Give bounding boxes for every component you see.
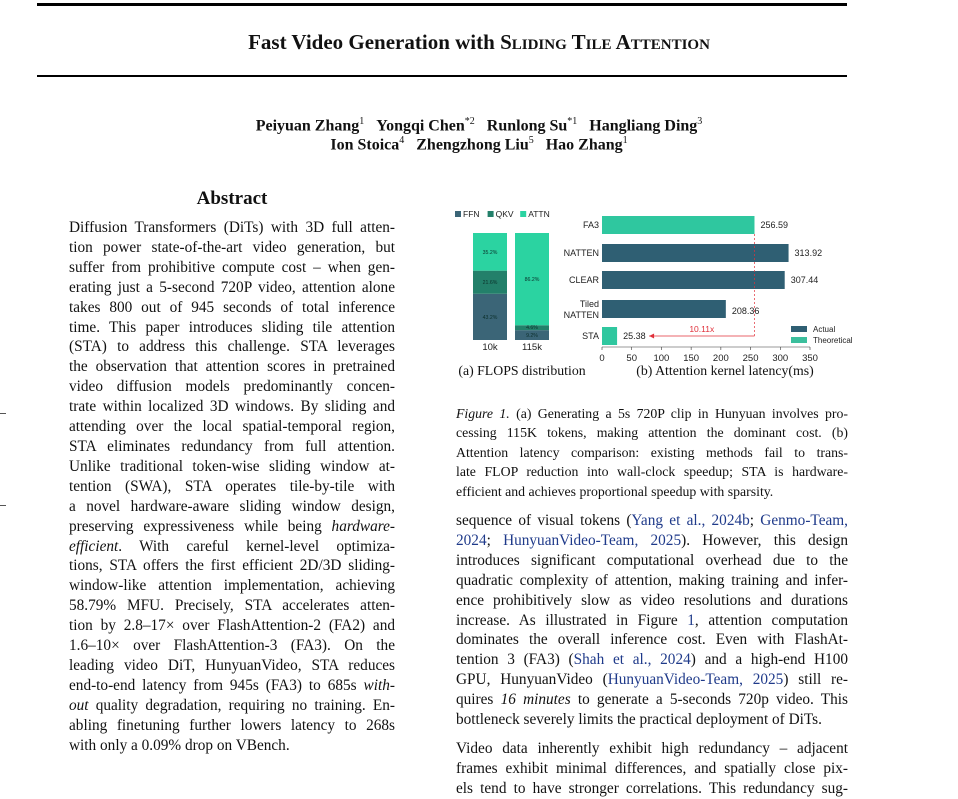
citation-link[interactable]: HunyuanVideo-Team, 2025 bbox=[607, 671, 784, 689]
text-line: with only a 0.09% drop on VBench. bbox=[69, 736, 290, 754]
text-line: 58.79% MFU. Precisely, STA accelerates atten- bbox=[69, 597, 395, 615]
text-line: Video data inherently exhibit high redundancy – adjacent bbox=[456, 740, 848, 757]
latency-bar-clear bbox=[602, 271, 785, 289]
citation-link[interactable]: HunyuanVideo-Team, 2025 bbox=[503, 531, 682, 549]
text-line: leading video DiT, HunyuanVideo, STA reduces bbox=[69, 656, 395, 674]
category-label: NATTEN bbox=[563, 310, 599, 320]
citation-link[interactable]: Genmo-Team, bbox=[760, 512, 848, 529]
text-line: 2024; HunyuanVideo-Team, 2025). However, this design bbox=[456, 531, 848, 549]
text-line: attending over the local spatial-temporal region, bbox=[69, 418, 395, 436]
text-line: video diffusion models predominantly concen- bbox=[69, 378, 395, 396]
text-line: Figure 1. (a) Generating a 5s 720P clip in Hunyuan involves pro- bbox=[456, 406, 848, 421]
text-line: a novel hardware-aware sliding window design, bbox=[69, 497, 395, 515]
legend-swatch-ffn bbox=[455, 211, 461, 217]
margin-mark bbox=[0, 505, 6, 506]
text-line: the observation that attention scores in pretrained bbox=[69, 358, 395, 376]
legend-label-attn: ATTN bbox=[528, 209, 550, 219]
text-line: GPU, HunyuanVideo (HunyuanVideo-Team, 2025) still re- bbox=[456, 671, 848, 689]
text-line: 1.6–10× over FlashAttention-3 (FA3). On the bbox=[69, 637, 395, 655]
x-tick-label: 300 bbox=[772, 353, 789, 364]
text-line: (STA) to address this challenge. STA leverages bbox=[69, 338, 395, 356]
category-label: STA bbox=[582, 331, 599, 341]
text-line: tention 3 (FA3) (Shah et al., 2024) and a high-end H100 bbox=[456, 651, 848, 669]
category-label: NATTEN bbox=[563, 248, 599, 258]
value-label: 313.92 bbox=[794, 248, 823, 258]
author-affiliation: 1 bbox=[359, 116, 365, 127]
legend-label-ffn: FFN bbox=[463, 209, 480, 219]
category-tick-label: 10k bbox=[482, 342, 498, 353]
x-tick-label: 100 bbox=[653, 353, 670, 364]
category-label: Tiled bbox=[579, 299, 599, 309]
text-line: efficient and achieves proportional speedup with sparsity. bbox=[456, 483, 774, 499]
figure-caption-b: (b) Attention kernel latency(ms) bbox=[636, 363, 814, 378]
citation-link[interactable]: 1 bbox=[687, 611, 695, 629]
text-line: window-like attention implementation, achieving bbox=[69, 577, 395, 595]
figure-caption bbox=[456, 404, 848, 501]
text-line: efficient. With careful kernel-level optimiza- bbox=[69, 537, 395, 555]
legend-swatch-theoretical bbox=[791, 337, 807, 343]
legend-swatch-attn bbox=[520, 211, 526, 217]
text-line: sequence of visual tokens (Yang et al., 2024b; Genmo-Team, bbox=[456, 512, 848, 529]
latency-bar-sta bbox=[602, 327, 617, 345]
citation-link[interactable]: Shah et al., 2024 bbox=[573, 651, 691, 669]
legend-label-qkv: QKV bbox=[495, 209, 514, 219]
data-label: 21.6% bbox=[482, 280, 498, 287]
latency-bar-fa3 bbox=[602, 216, 754, 234]
text-line: STA eliminates redundancy from full attention. bbox=[69, 437, 395, 455]
text-line: erating just a 5-second 720P video, attention alone bbox=[69, 278, 395, 296]
value-label: 307.44 bbox=[790, 275, 819, 285]
text-line: frames exhibit minimal differences, and spatially close pix- bbox=[456, 759, 848, 777]
value-label: 256.59 bbox=[760, 220, 789, 230]
latency-bar-natten bbox=[602, 244, 789, 262]
abstract-heading: Abstract bbox=[196, 188, 268, 209]
author-name: Hangliang Ding bbox=[589, 117, 698, 135]
value-label: 25.38 bbox=[623, 331, 646, 341]
author-line-2 bbox=[37, 135, 921, 154]
author-line-1 bbox=[37, 116, 921, 135]
author-affiliation: 4 bbox=[399, 135, 405, 146]
text-line: takes 800 out of 945 seconds of total inference bbox=[69, 298, 395, 316]
x-tick-label: 350 bbox=[802, 353, 818, 364]
text-line: introduces significant computational overhead due to the bbox=[456, 551, 848, 569]
text-line: out quality degradation, requiring no training. En- bbox=[69, 696, 395, 714]
author-affiliation: 5 bbox=[528, 135, 534, 146]
text-line: Diffusion Transformers (DiTs) with 3D full atten- bbox=[69, 219, 395, 236]
data-label: 9.2% bbox=[526, 333, 538, 340]
data-label: 4.6% bbox=[526, 325, 538, 332]
data-label: 35.2% bbox=[482, 249, 498, 256]
x-tick-label: 150 bbox=[683, 353, 700, 364]
legend-swatch-qkv bbox=[488, 211, 494, 217]
figure-1 bbox=[455, 206, 865, 381]
text-line: suffer from prohibitive compute cost – when gen- bbox=[69, 258, 395, 276]
category-tick-label: 115k bbox=[522, 342, 542, 353]
author-affiliation: 3 bbox=[697, 116, 703, 127]
title-rule bbox=[37, 75, 847, 77]
speedup-annotation: 10.11x bbox=[689, 324, 715, 334]
paper-title: Fast Video Generation with Sliding Tile Attention bbox=[248, 30, 710, 54]
text-line: tention (SWA), STA operates tile-by-tile with bbox=[69, 477, 395, 495]
category-label: FA3 bbox=[582, 220, 599, 230]
author-affiliation: 1 bbox=[622, 135, 628, 146]
body-paragraph-2 bbox=[456, 739, 848, 799]
author-name: Zhengzhong Liu bbox=[416, 136, 529, 154]
category-label: CLEAR bbox=[568, 275, 599, 285]
author-name: Hao Zhang bbox=[545, 136, 623, 154]
latency-bar-tiled-natten bbox=[602, 300, 726, 318]
text-line: dominates the overall inference cost. Even with FlashAt- bbox=[456, 631, 848, 649]
top-rule bbox=[37, 3, 847, 6]
value-label: 208.36 bbox=[731, 306, 760, 316]
text-line: els tend to have stronger correlations. This redundancy sug- bbox=[456, 779, 848, 797]
x-tick-label: 50 bbox=[626, 353, 638, 364]
text-line: increase. As illustrated in Figure 1, attention computation bbox=[456, 611, 849, 629]
x-tick-label: 250 bbox=[742, 353, 759, 364]
text-line: abling finetuning further lowers latency to 268s bbox=[69, 716, 395, 734]
text-line: preserving expressiveness while being hardware- bbox=[69, 517, 395, 535]
citation-link[interactable]: 2024 bbox=[456, 531, 487, 549]
x-tick-label: 0 bbox=[599, 353, 605, 364]
legend-label-theoretical: Theoretical bbox=[813, 336, 853, 345]
author-name: Runlong Su bbox=[486, 117, 568, 135]
text-line: trate within localized 3D windows. By sliding and bbox=[69, 398, 395, 416]
x-tick-label: 200 bbox=[712, 353, 729, 364]
margin-mark bbox=[0, 413, 6, 414]
text-line: ence prohibitively slow as video resolutions and durations bbox=[456, 591, 848, 609]
figure-caption-a: (a) FLOPS distribution bbox=[458, 363, 586, 378]
author-name: Yongqi Chen bbox=[376, 117, 465, 135]
text-line: bottleneck severely limits the practical deployment of DiTs. bbox=[456, 711, 822, 729]
text-line: time. This paper introduces sliding tile attention bbox=[69, 318, 395, 336]
text-line: quires 16 minutes to generate a 5-seconds 720p video. This bbox=[456, 691, 848, 709]
text-line: quadratic complexity of attention, making training and infer- bbox=[456, 571, 848, 589]
legend-swatch-actual bbox=[791, 326, 807, 332]
author-name: Peiyuan Zhang bbox=[255, 117, 360, 135]
text-line: cessing 115K tokens, making attention the dominant cost. (b) bbox=[456, 425, 848, 441]
text-line: tions, STA offers the first efficient 2D/3D sliding- bbox=[69, 557, 395, 575]
text-line: end-to-end latency from 945s (FA3) to 685s with- bbox=[69, 676, 395, 694]
abstract-body bbox=[69, 218, 395, 755]
text-line: Attention latency comparison: existing methods fail to trans- bbox=[456, 444, 848, 460]
text-line: Unlike traditional token-wise sliding window at- bbox=[69, 457, 395, 475]
text-line: tion by 2.8–17× over FlashAttention-2 (FA2) and bbox=[69, 617, 395, 635]
data-label: 43.2% bbox=[482, 314, 498, 321]
legend-label-actual: Actual bbox=[813, 325, 836, 334]
body-paragraph-1 bbox=[456, 511, 848, 730]
text-line: late FLOP reduction into wall-clock speedup; STA is hardware- bbox=[456, 464, 848, 480]
citation-link[interactable]: Yang et al., 2024b bbox=[631, 512, 750, 529]
author-name: Ion Stoica bbox=[330, 136, 400, 154]
author-affiliation: *1 bbox=[567, 116, 578, 127]
author-affiliation: *2 bbox=[464, 116, 475, 127]
data-label: 86.2% bbox=[524, 277, 540, 284]
text-line: tion power state-of-the-art video generation, but bbox=[69, 238, 395, 256]
speedup-arrow-head bbox=[649, 334, 654, 339]
